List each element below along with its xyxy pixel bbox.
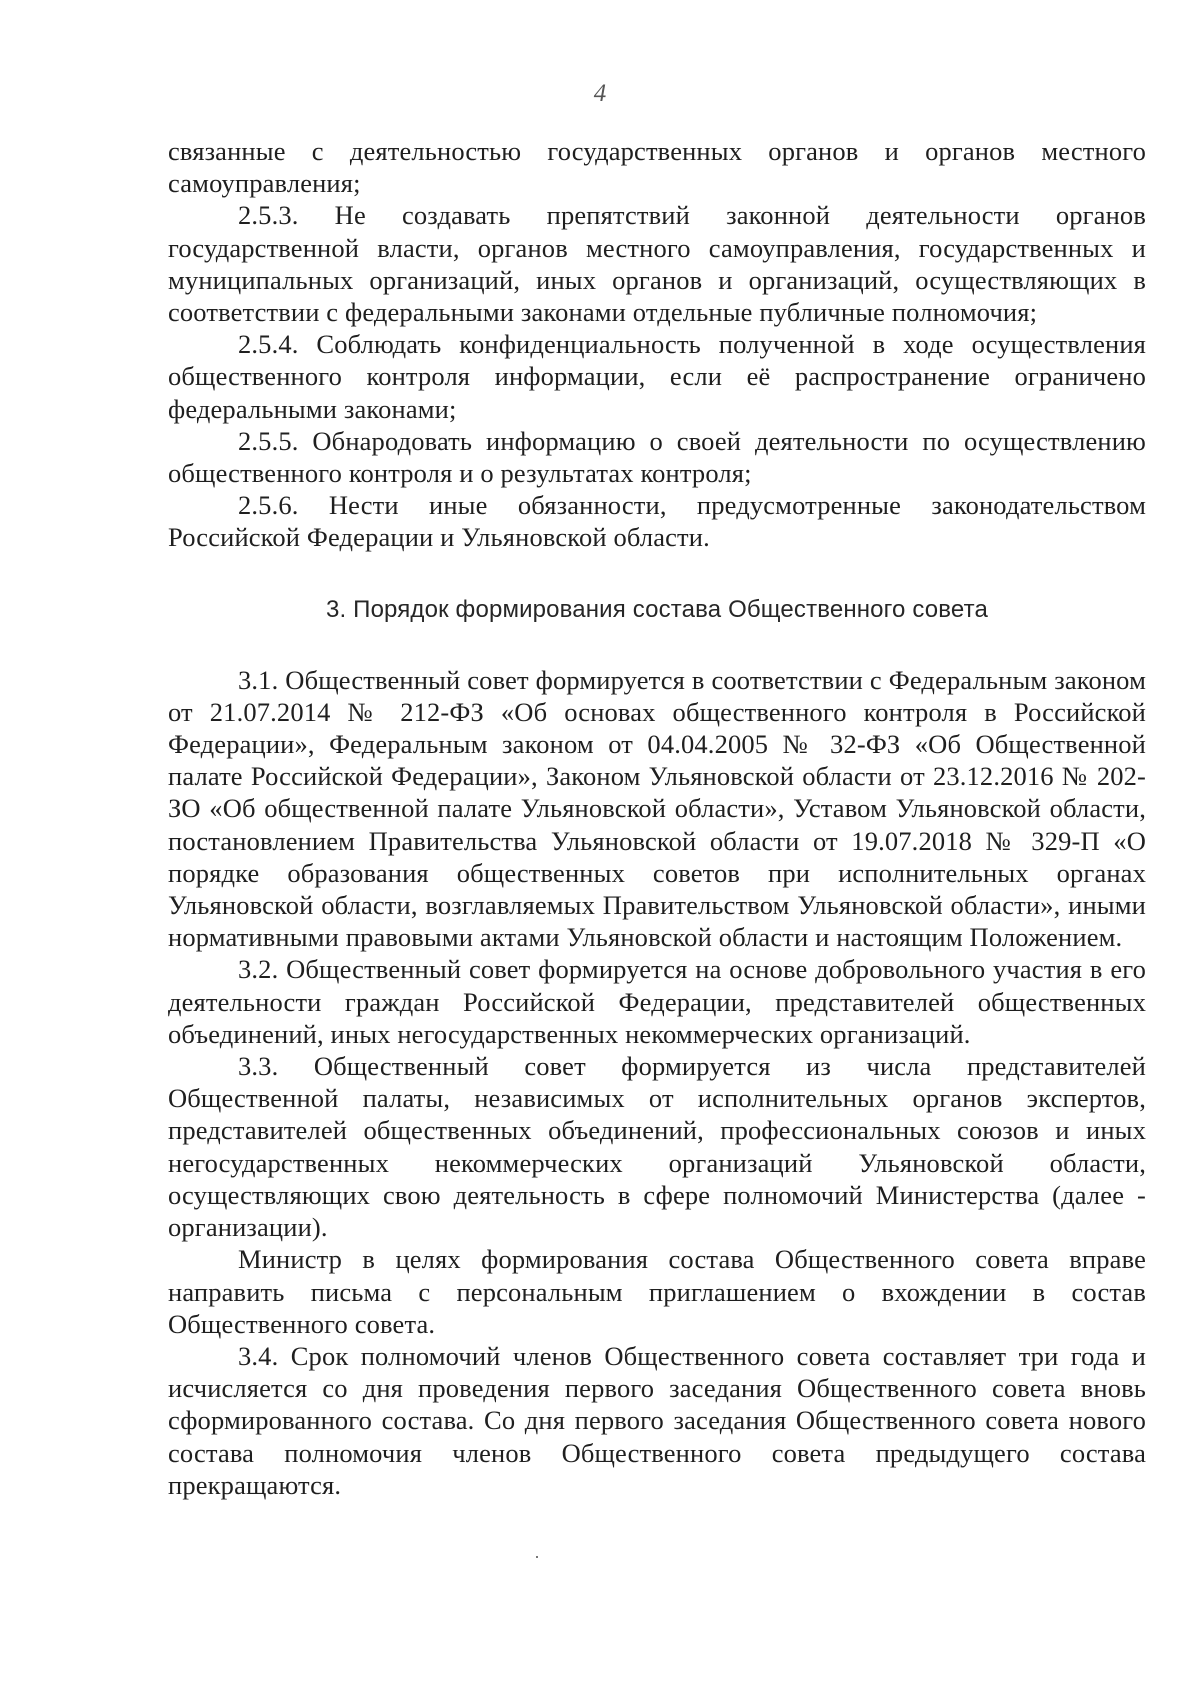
page-number: 4 (593, 80, 607, 107)
paragraph-2-5-3: 2.5.3. Не создавать препятствий законной деятельности органов государственной власти, органов местного самоуправления, государственных и муниципальных организаций, иных органов и организаций, осуществляющих в соответствии с федеральными законами отдельные публичные полномочия; (168, 200, 1146, 328)
paragraph-2-5-4: 2.5.4. Соблюдать конфиденциальность полученной в ходе осуществления общественного контроля информации, если её распространение ограничено федеральными законами; (168, 329, 1146, 424)
paragraph-3-2: 3.2. Общественный совет формируется на основе добровольного участия в его деятельности граждан Российской Федерации, представителей общественных объединений, иных негосударственных некоммерческих организаций. (168, 954, 1146, 1049)
paragraph-continuation: связанные с деятельностью государственных органов и органов местного самоуправления; (168, 136, 1146, 199)
paragraph-3-3: 3.3. Общественный совет формируется из числа представителей Общественной палаты, независимых от исполнительных органов экспертов, представителей общественных объединений, профессиональных союзов и иных негосударственных некоммерческих организаций Ульяновской области, осуществляющих свою деятельность в сфере полномочий Министерства (далее - организации). (168, 1051, 1146, 1243)
paragraph-3-1: 3.1. Общественный совет формируется в соответствии с Федеральным законом от 21.07.2014 № 212-ФЗ «Об основах общественного контроля в Российской Федерации», Федеральным законом от 04.04.2005 № 32-ФЗ «Об Общественной палате Российской Федерации», Законом Ульяновской области от 23.12.2016 № 202-ЗО «Об общественной палате Ульяновской области», Уставом Ульяновской области, постановлением Правительства Ульяновской области от 19.07.2018 № 329-П «О порядке образования общественных советов при исполнительных органах Ульяновской области, возглавляемых Правительством Ульяновской области», иными нормативными правовыми актами Ульяновской области и настоящим Положением. (168, 664, 1146, 953)
section-heading: 3. Порядок формирования состава Общественного совета (326, 595, 988, 623)
paragraph-2-5-6: 2.5.6. Нести иные обязанности, предусмотренные законодательством Российской Федерации и Ульяновской области. (168, 490, 1146, 553)
paragraph-minister: Министр в целях формирования состава Общественного совета вправе направить письма с персональным приглашением о вхождении в состав Общественного совета. (168, 1244, 1146, 1339)
document-body (168, 135, 1146, 1501)
paragraph-2-5-5: 2.5.5. Обнародовать информацию о своей деятельности по осуществлению общественного контроля и о результатах контроля; (168, 425, 1146, 489)
scan-speck (536, 1556, 538, 1558)
paragraph-3-4: 3.4. Срок полномочий членов Общественного совета составляет три года и исчисляется со дня проведения первого заседания Общественного совета вновь сформированного состава. Со дня первого заседания Общественного совета нового состава полномочия членов Общественного совета предыдущего состава прекращаются. (168, 1340, 1146, 1500)
